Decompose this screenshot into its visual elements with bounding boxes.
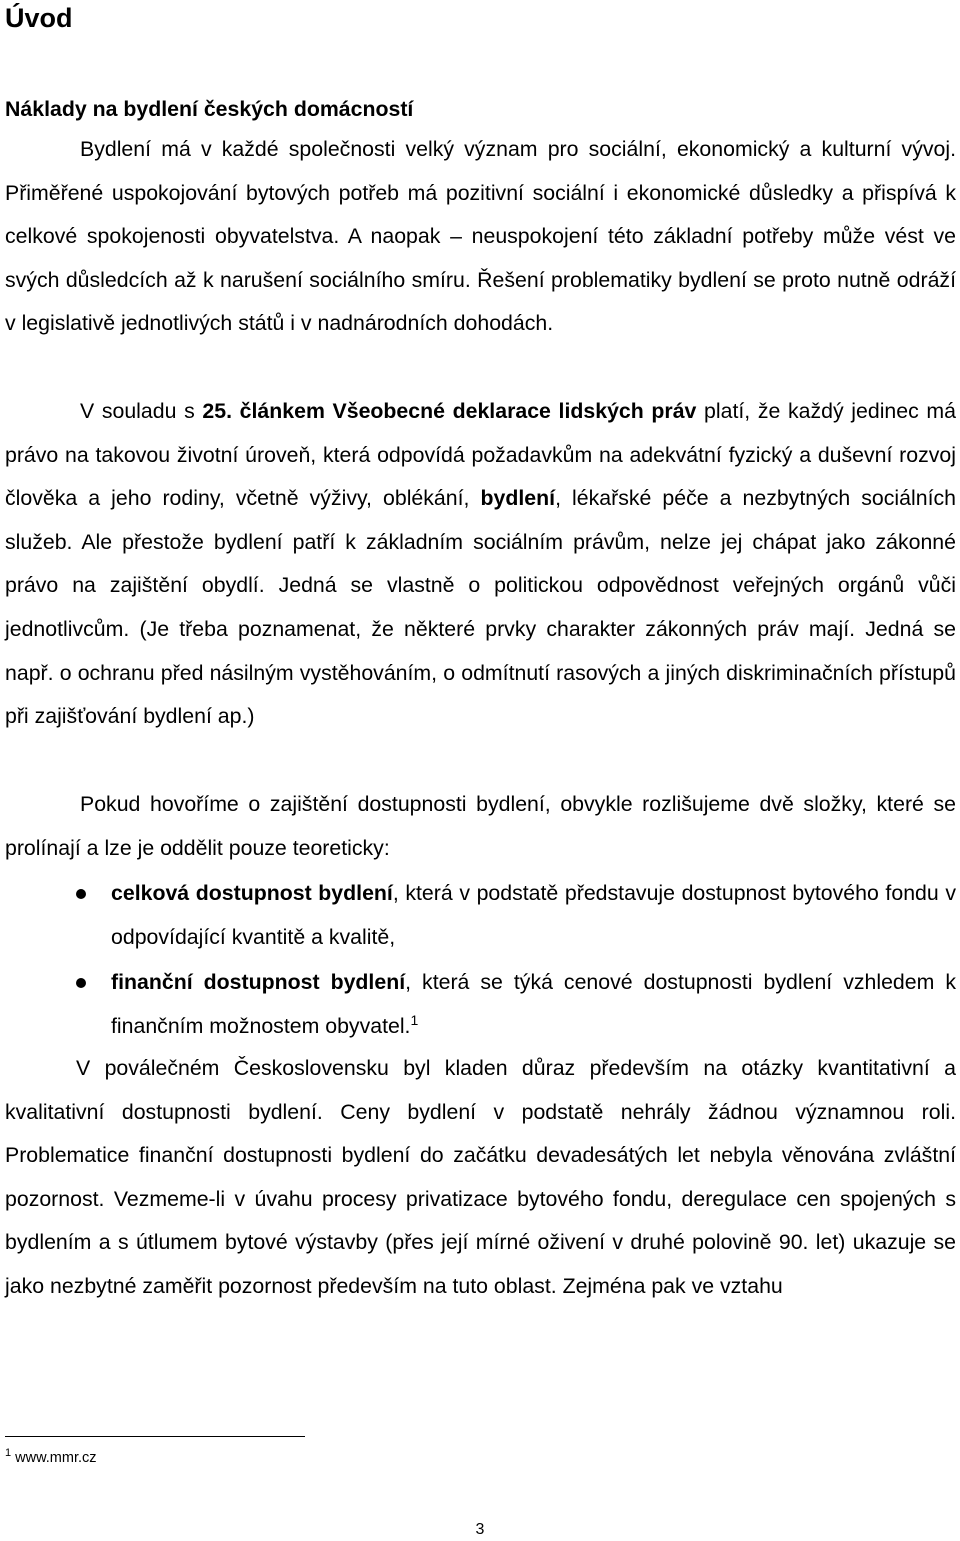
paragraph-declaration-pre: V souladu s — [80, 399, 203, 423]
housing-bold: bydlení — [480, 486, 556, 511]
footnote-divider — [5, 1436, 305, 1437]
paragraph-intro: Bydlení má v každé společnosti velký význam pro sociální, ekonomický a kulturní vývoj. Přiměřené uspokojování bytových potřeb má pozitivní sociální i ekonomické důsledky a přispívá k celkové spokojenosti obyvatelstva. A naopak – neuspokojení této základní potřeby může vést ve svých důsledcích až k narušení sociálního smíru. Řešení problematiky bydlení se proto nutně odráží v legislativě jednotlivých států i v nadnárodních dohodách. — [5, 137, 956, 336]
paragraph-declaration-post: , lékařské péče a nezbytných sociálních služeb. Ale přestože bydlení patří k základním sociálním právům, nelze jej chápat jako zákonné právo na zajištění obydlí. Jedná se vlastně o politickou odpovědnost veřejných orgánů vůči jednotlivcům. (Je třeba poznamenat, že některé prvky charakter zákonných práv mají. Jedná se např. o ochranu před násilným vystěhováním, o odmítnutí rasových a jiných diskriminačních přístupů při zajišťování bydlení ap.) — [5, 486, 956, 729]
bullet-icon — [76, 978, 86, 988]
paragraph-availability: Pokud hovoříme o zajištění dostupnosti bydlení, obvykle rozlišujeme dvě složky, které se prolínají a lze je oddělit pouze teoreticky: — [5, 792, 956, 860]
page-heading: Úvod — [5, 3, 73, 33]
list-item — [0, 872, 956, 959]
footnote-link[interactable]: www.mmr.cz — [15, 1450, 97, 1466]
footnote — [5, 1448, 97, 1468]
declaration-article-bold: 25. článkem Všeobecné deklarace lidských práv — [202, 399, 697, 423]
section-title: Náklady na bydlení českých domácností — [5, 97, 414, 121]
list-item-text: , která se týká cenové dostupnosti bydlení vzhledem k finančním možnostem obyvatel. — [111, 970, 956, 1038]
paragraph-declaration-mid: platí, že každý jedinec má právo na takovou životní úroveň, která odpovídá požadavkům na adekvátní fyzický a duševní rozvoj člověka a jeho rodiny, včetně výživy, oblékání, — [5, 399, 956, 511]
footnote-ref[interactable]: 1 — [410, 1011, 419, 1028]
paragraph-postwar: V poválečném Československu byl kladen důraz především na otázky kvantitativní a kvalitativní dostupnosti bydlení. Ceny bydlení v podstatě nehrály žádnou významnou roli. Problematice finanční dostupnosti bydlení do začátku devadesátých let nebyla věnována zvláštní pozornost. Vezmeme-li v úvahu procesy privatizace bytového fondu, deregulace cen spojených s bydlením a s útlumem bytové výstavby (přes její mírné oživení v druhé polovině 90. let) ukazuje se jako nezbytné zaměřit pozornost především na tuto oblast. Zejména pak ve vztahu — [5, 1056, 956, 1298]
paragraph-declaration — [5, 390, 956, 739]
availability-list — [0, 872, 956, 1050]
footnote-number: 1 — [5, 1447, 12, 1459]
bullet-icon — [76, 889, 86, 899]
list-item — [0, 961, 956, 1048]
list-item-term: finanční dostupnost bydlení — [111, 970, 406, 995]
list-item-text: , která v podstatě představuje dostupnost bytového fondu v odpovídající kvantitě a kvalitě, — [111, 881, 956, 949]
page-number: 3 — [475, 1521, 485, 1538]
list-item-term: celková dostupnost bydlení — [111, 881, 393, 905]
